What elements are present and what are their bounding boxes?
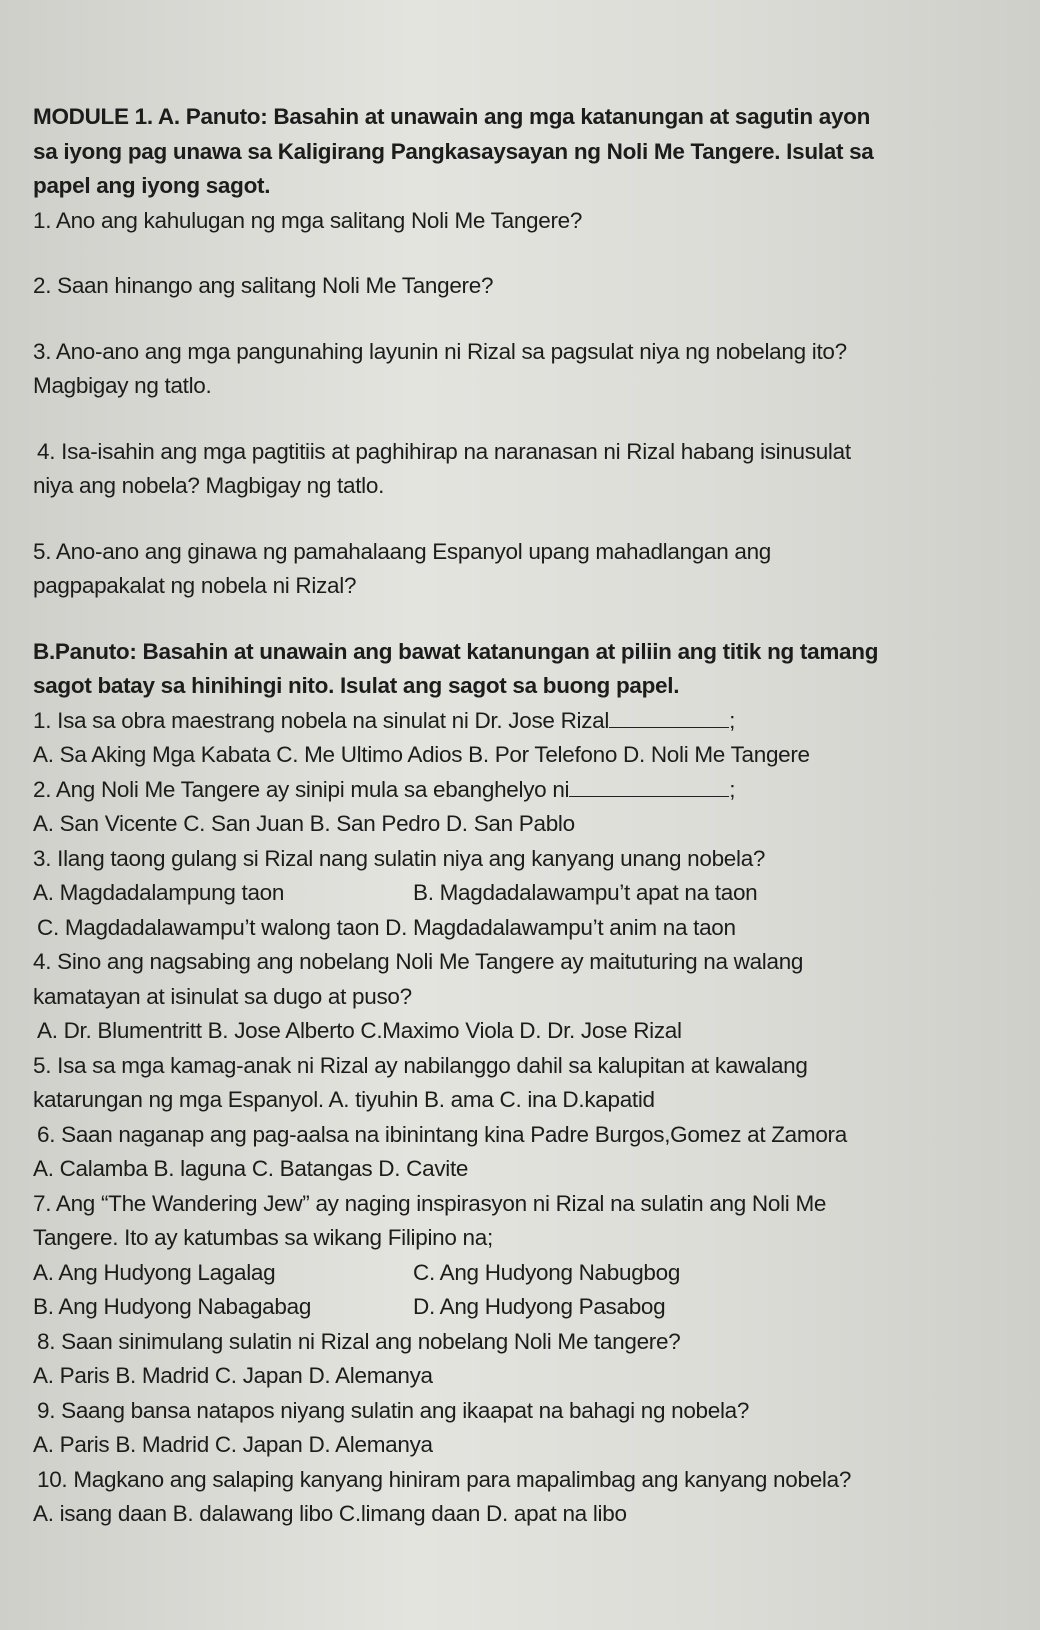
- module-b-question-4: 4. Sino ang nagsabing ang nobelang Noli Me Tangere ay maituturing na walang: [33, 949, 804, 974]
- module-a-instruction-line-1: MODULE 1. A. Panuto: Basahin at unawain ang mga katanungan at sagutin ayon: [33, 104, 871, 129]
- module-b-question-10-options: A. isang daan B. dalawang libo C.limang daan D. apat na libo: [33, 1501, 627, 1526]
- module-b-question-3: 3. Ilang taong gulang si Rizal nang sulatin niya ang kanyang unang nobela?: [33, 845, 766, 871]
- module-b-question-7-options-ac: [33, 1256, 990, 1291]
- answer-space: [33, 504, 990, 535]
- option-b: B. Ang Hudyong Nabagabag: [33, 1294, 312, 1319]
- module-a-question-3: 3. Ano-ano ang mga pangunahing layunin ni Rizal sa pagsulat niya ng nobelang ito?: [33, 338, 847, 364]
- module-b-question-8: 8. Saan sinimulang sulatin ni Rizal ang nobelang Noli Me tangere?: [37, 1328, 681, 1354]
- module-b-instruction-line-1: B.Panuto: Basahin at unawain ang bawat katanungan at piliin ang titik ng tamang: [33, 638, 879, 664]
- module-b-question-2-options: A. San Vicente C. San Juan B. San Pedro D. San Pablo: [33, 811, 575, 836]
- module-a-question-4-cont: niya ang nobela? Magbigay ng tatlo.: [33, 473, 385, 498]
- module-a-question-3-cont: Magbigay ng tatlo.: [33, 373, 212, 398]
- module-b-question-3-options-cd: C. Magdadalawampu’t walong taon D. Magdadalawampu’t anim na taon: [37, 914, 736, 940]
- option-a: A. Ang Hudyong Lagalag: [33, 1259, 276, 1285]
- module-b-question-2: [33, 773, 990, 808]
- module-b-question-6: 6. Saan naganap ang pag-aalsa na ibinintang kina Padre Burgos,Gomez at Zamora: [37, 1121, 847, 1147]
- module-a-question-1: 1. Ano ang kahulugan ng mga salitang Noli Me Tangere?: [33, 207, 583, 233]
- answer-blank: [569, 774, 729, 797]
- module-b-question-4-cont: kamatayan at isinulat sa dugo at puso?: [33, 983, 412, 1009]
- module-a-instruction-line-3: papel ang iyong sagot.: [33, 173, 271, 198]
- module-a-question-5-cont: pagpapakalat ng nobela ni Rizal?: [33, 573, 357, 598]
- module-b-question-5-cont: katarungan ng mga Espanyol. A. tiyuhin B. ama C. ina D.kapatid: [33, 1087, 655, 1112]
- answer-space: [33, 304, 990, 335]
- module-b-question-6-options: A. Calamba B. laguna C. Batangas D. Cavite: [33, 1156, 469, 1181]
- module-b-question-1: [33, 704, 990, 739]
- module-b-question-4-options: A. Dr. Blumentritt B. Jose Alberto C.Maximo Viola D. Dr. Jose Rizal: [37, 1018, 682, 1043]
- module-b-question-3-options-ab: [33, 876, 990, 911]
- module-b-question-9: 9. Saang bansa natapos niyang sulatin ang ikaapat na bahagi ng nobela?: [37, 1397, 750, 1423]
- option-b: B. Magdadalawampu’t apat na taon: [413, 880, 758, 905]
- module-a-instruction-line-2: sa iyong pag unawa sa Kaligirang Pangkasaysayan ng Noli Me Tangere. Isulat sa: [33, 138, 874, 164]
- module-a-question-2: 2. Saan hinango ang salitang Noli Me Tangere?: [33, 273, 494, 298]
- question-text: 1. Isa sa obra maestrang nobela na sinulat ni Dr. Jose Rizal: [33, 707, 610, 733]
- question-text: 2. Ang Noli Me Tangere ay sinipi mula sa ebanghelyo ni: [33, 776, 570, 802]
- answer-space: [33, 404, 990, 435]
- module-b-question-9-options: A. Paris B. Madrid C. Japan D. Alemanya: [33, 1432, 433, 1457]
- module-b-question-7: 7. Ang “The Wandering Jew” ay naging inspirasyon ni Rizal na sulatin ang Noli Me: [33, 1190, 827, 1216]
- module-b-question-8-options: A. Paris B. Madrid C. Japan D. Alemanya: [33, 1363, 433, 1388]
- module-b-question-5: 5. Isa sa mga kamag-anak ni Rizal ay nabilanggo dahil sa kalupitan at kawalang: [33, 1052, 808, 1078]
- answer-space: [33, 604, 990, 635]
- option-d: D. Ang Hudyong Pasabog: [413, 1294, 666, 1319]
- module-a-question-5: 5. Ano-ano ang ginawa ng pamahalaang Espanyol upang mahadlangan ang: [33, 538, 772, 564]
- module-b-question-10: 10. Magkano ang salaping kanyang hiniram para mapalimbag ang kanyang nobela?: [37, 1466, 852, 1492]
- module-a-question-4: 4. Isa-isahin ang mga pagtitiis at paghihirap na naranasan ni Rizal habang isinusulat: [37, 438, 851, 464]
- module-b-instruction-line-2: sagot batay sa hinihingi nito. Isulat ang sagot sa buong papel.: [33, 673, 680, 698]
- option-a: A. Magdadalampung taon: [33, 880, 285, 905]
- module-b-question-7-cont: Tangere. Ito ay katumbas sa wikang Filipino na;: [33, 1225, 493, 1250]
- question-end: ;: [729, 776, 736, 802]
- module-b-question-1-options: A. Sa Aking Mga Kabata C. Me Ultimo Adios B. Por Telefono D. Noli Me Tangere: [33, 742, 810, 767]
- question-end: ;: [729, 707, 736, 733]
- answer-blank: [609, 705, 729, 728]
- option-c: C. Ang Hudyong Nabugbog: [413, 1259, 681, 1285]
- answer-space: [33, 238, 990, 269]
- module-b-question-7-options-bd: [33, 1290, 990, 1325]
